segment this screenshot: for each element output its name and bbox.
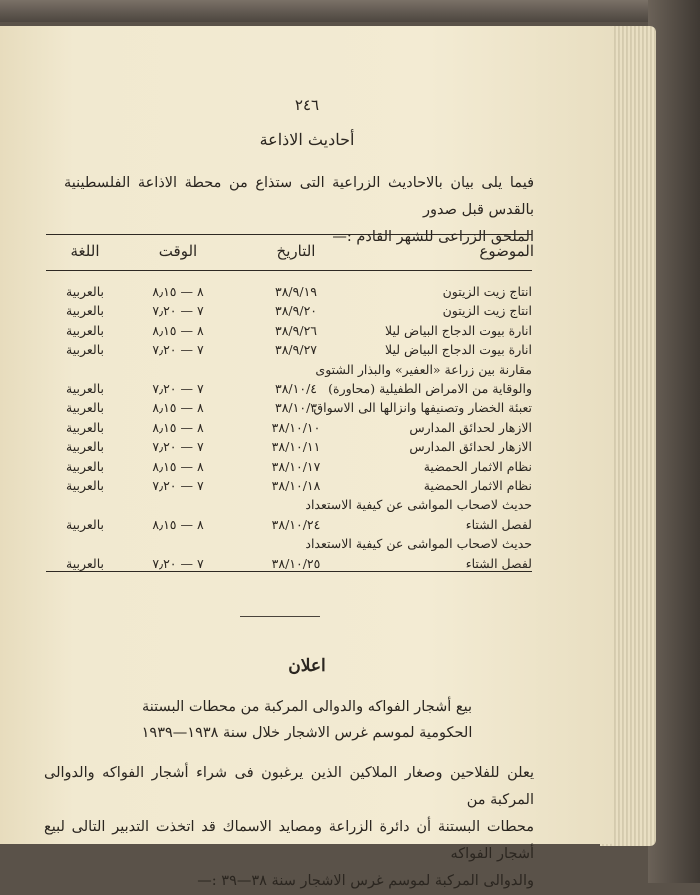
cell-subject: انتاج زيت الزيتون — [442, 303, 532, 319]
cell-subject: انتاج زيت الزيتون — [442, 284, 532, 299]
intro-line: فيما يلى بيان بالاحاديث الزراعية التى ستذاع من محطة الاذاعة الفلسطينية بالقدس قبل صدور — [64, 175, 534, 218]
cell-subject: لفصل الشتاء — [465, 555, 532, 571]
table-header-rule — [46, 270, 532, 271]
table-row — [46, 301, 532, 321]
cell-subject: تعبئة الخضار وتصنيفها وانزالها الى الاسواق — [313, 400, 532, 416]
cell-time: ٧ — ٧٫٢٠ — [152, 381, 204, 396]
header-subject: الموضوع — [479, 242, 534, 260]
intro-line: الملحق الزراعى للشهر القادم :— — [332, 229, 534, 245]
cell-time: ٧ — ٧٫٢٠ — [152, 555, 204, 571]
cell-subject: الازهار لحدائق المدارس — [409, 439, 532, 455]
cell-date: ٣٨/١٠/١١ — [271, 439, 321, 455]
cell-subject: انارة بيوت الدجاج البياض ليلا — [385, 342, 532, 358]
book-cover-top — [0, 0, 700, 22]
cell-subject: حديث لاصحاب المواشى عن كيفية الاستعداد — [305, 536, 532, 552]
cell-date: ٣٨/٩/٢٧ — [275, 342, 317, 358]
cell-language: بالعربية — [66, 342, 104, 358]
table-row — [46, 515, 532, 535]
table-bottom-rule — [46, 571, 532, 572]
header-language: اللغة — [70, 242, 100, 260]
cell-language: بالعربية — [66, 284, 104, 299]
cell-time: ٨ — ٨٫١٥ — [152, 284, 204, 299]
announcement-body — [44, 760, 534, 895]
cell-subject: مقارنة بين زراعة «العفير» والبذار الشتوى — [315, 361, 532, 377]
cell-date: ٣٨/٩/١٩ — [275, 284, 317, 299]
section-heading: أحاديث الاذاعة — [259, 130, 355, 149]
cell-date: ٣٨/١٠/١٠ — [271, 419, 321, 435]
cell-time: ٨ — ٨٫١٥ — [152, 322, 204, 338]
cell-language: بالعربية — [66, 419, 104, 435]
cell-language: بالعربية — [66, 322, 104, 338]
page-number: ٢٤٦ — [294, 96, 320, 114]
table-row — [46, 476, 532, 496]
header-time: الوقت — [158, 242, 198, 260]
cell-date: ٣٨/١٠/٣ — [275, 400, 317, 416]
cell-date: ٣٨/٩/٢٦ — [275, 322, 317, 338]
header-date: التاريخ — [276, 242, 316, 260]
section-divider — [240, 616, 320, 617]
cell-time: ٧ — ٧٫٢٠ — [152, 342, 204, 358]
cell-language: بالعربية — [66, 555, 104, 571]
announcement-subtitle — [0, 694, 614, 746]
table-row — [46, 360, 532, 380]
book-page — [0, 26, 614, 889]
cell-subject: نظام الاثمار الحمضية — [423, 478, 532, 493]
cell-time: ٧ — ٧٫٢٠ — [152, 439, 204, 455]
table-row — [46, 282, 532, 302]
cell-language: بالعربية — [66, 458, 104, 474]
cell-date: ٣٨/١٠/٤ — [275, 381, 317, 396]
cell-language: بالعربية — [66, 516, 104, 532]
table-row — [46, 534, 532, 554]
table-row — [46, 340, 532, 360]
cell-language: بالعربية — [66, 439, 104, 455]
subtitle-line: الحكومية لموسم غرس الاشجار خلال سنة ١٩٣٨—١٩٣٩ — [141, 725, 473, 741]
table-top-rule — [46, 234, 532, 235]
cell-date: ٣٨/١٠/١٧ — [271, 458, 321, 474]
table-row — [46, 379, 532, 399]
subtitle-line: بيع أشجار الفواكه والدوالى المركبة من محطات البستنة — [142, 699, 472, 715]
cell-subject: انارة بيوت الدجاج البياض ليلا — [385, 322, 532, 338]
table-row — [46, 437, 532, 457]
cell-time: ٨ — ٨٫١٥ — [152, 516, 204, 532]
cell-language: بالعربية — [66, 303, 104, 319]
cell-language: بالعربية — [66, 478, 104, 493]
cell-subject: والوقاية من الامراض الطفيلية (محاورة) — [328, 381, 532, 396]
cell-subject: لفصل الشتاء — [465, 516, 532, 532]
body-line: محطات البستنة أن دائرة الزراعة ومصايد الاسماك قد اتخذت التدبير التالى لبيع أشجار الفواكه — [44, 819, 534, 862]
cell-date: ٣٨/١٠/٢٥ — [271, 555, 321, 571]
cell-date: ٣٨/٩/٢٠ — [275, 303, 317, 319]
cell-time: ٧ — ٧٫٢٠ — [152, 303, 204, 319]
table-row — [46, 495, 532, 515]
cell-time: ٨ — ٨٫١٥ — [152, 400, 204, 416]
cell-language: بالعربية — [66, 400, 104, 416]
cell-date: ٣٨/١٠/١٨ — [271, 478, 321, 493]
cell-date: ٣٨/١٠/٢٤ — [271, 516, 321, 532]
cell-time: ٨ — ٨٫١٥ — [152, 419, 204, 435]
body-line: والدوالى المركبة لموسم غرس الاشجار سنة ٣٨—٣٩ :— — [197, 873, 534, 889]
cell-time: ٨ — ٨٫١٥ — [152, 458, 204, 474]
intro-paragraph — [64, 170, 534, 251]
cell-subject: نظام الاثمار الحمضية — [423, 458, 532, 474]
cell-subject: الازهار لحدائق المدارس — [409, 419, 532, 435]
cell-subject: حديث لاصحاب المواشى عن كيفية الاستعداد — [305, 497, 532, 513]
cell-time: ٧ — ٧٫٢٠ — [152, 478, 204, 493]
table-row — [46, 457, 532, 477]
cell-language: بالعربية — [66, 381, 104, 396]
table-row — [46, 418, 532, 438]
table-row — [46, 398, 532, 418]
body-line: يعلن للفلاحين وصغار الملاكين الذين يرغبون فى شراء أشجار الفواكه والدوالى المركبة من — [44, 765, 534, 808]
table-row — [46, 321, 532, 341]
announcement-title: اعلان — [288, 656, 326, 676]
